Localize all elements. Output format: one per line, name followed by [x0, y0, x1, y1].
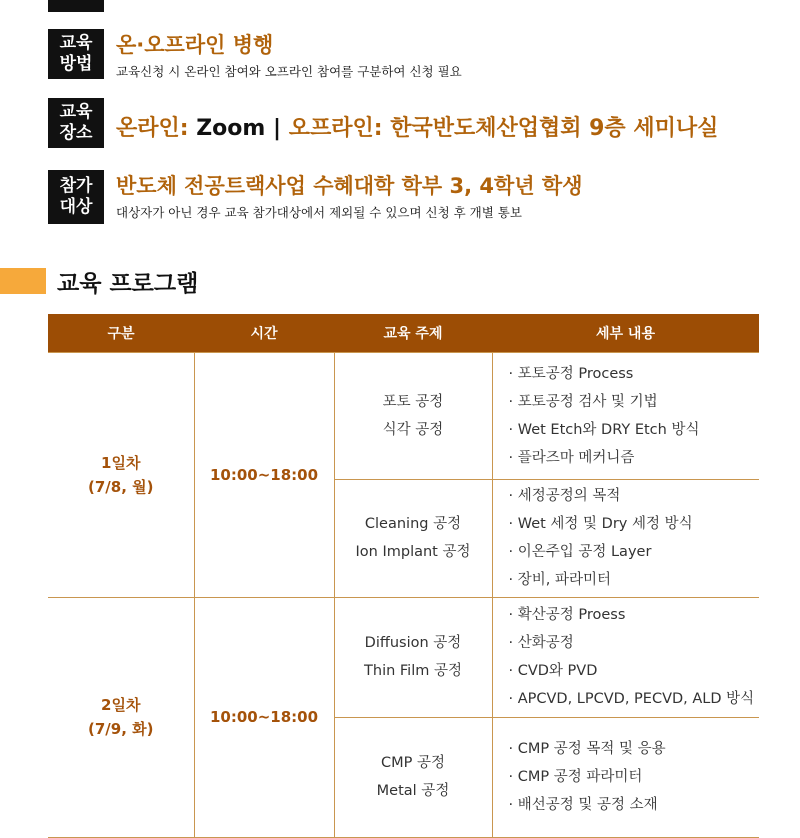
- table-row: [48, 352, 759, 479]
- detail-cell: · CMP 공정 목적 및 응용 · CMP 공정 파라미터 · 배선공정 및 공정 소재: [492, 717, 759, 837]
- info-method-main: 온·오프라인 병행: [116, 33, 274, 57]
- topic-cell: CMP 공정 Metal 공정: [334, 717, 492, 837]
- detail-cell: · 포토공정 Process · 포토공정 검사 및 기법 · Wet Etch와 DRY Etch 방식 · 플라즈마 메커니즘: [492, 352, 759, 479]
- program-table: [48, 314, 759, 838]
- online-platform: Zoom: [196, 116, 266, 141]
- section-title: 교육 프로그램: [57, 271, 199, 297]
- info-location-main: [116, 111, 718, 142]
- day-cell: 1일차 (7/8, 월): [48, 352, 194, 597]
- location-separator: |: [273, 116, 282, 141]
- detail-cell: · 확산공정 Proess · 산화공정 · CVD와 PVD · APCVD, LPCVD, PECVD, ALD 방식: [492, 597, 759, 717]
- info-tag-target: 참가 대상: [48, 170, 104, 224]
- info-target-main: 반도체 전공트랙사업 수혜대학 학부 3, 4학년 학생: [116, 174, 583, 198]
- info-method-sub: 교육신청 시 온라인 참여와 오프라인 참여를 구분하여 신청 필요: [116, 64, 462, 79]
- header-category: 구분: [48, 314, 194, 352]
- info-tag-location: 교육 장소: [48, 98, 104, 148]
- info-tag-method: 교육 방법: [48, 29, 104, 79]
- header-details: 세부 내용: [492, 314, 759, 352]
- header-time: 시간: [194, 314, 334, 352]
- topic-cell: 포토 공정 식각 공정: [334, 352, 492, 479]
- info-target-sub: 대상자가 아닌 경우 교육 참가대상에서 제외될 수 있으며 신청 후 개별 통보: [116, 205, 522, 220]
- table-header-row: [48, 314, 759, 352]
- section-accent-bar: [0, 268, 46, 294]
- offline-location: 오프라인: 한국반도체산업협회 9층 세미나실: [288, 116, 719, 141]
- table-row: [48, 597, 759, 717]
- detail-cell: · 세정공정의 목적 · Wet 세정 및 Dry 세정 방식 · 이온주입 공정 Layer · 장비, 파라미터: [492, 479, 759, 597]
- header-topic: 교육 주제: [334, 314, 492, 352]
- day-cell: 2일차 (7/9, 화): [48, 597, 194, 837]
- topic-cell: Cleaning 공정 Ion Implant 공정: [334, 479, 492, 597]
- cropped-tag: [48, 0, 104, 12]
- topic-cell: Diffusion 공정 Thin Film 공정: [334, 597, 492, 717]
- time-cell: 10:00~18:00: [194, 597, 334, 837]
- time-cell: 10:00~18:00: [194, 352, 334, 597]
- online-label: 온라인:: [116, 116, 189, 141]
